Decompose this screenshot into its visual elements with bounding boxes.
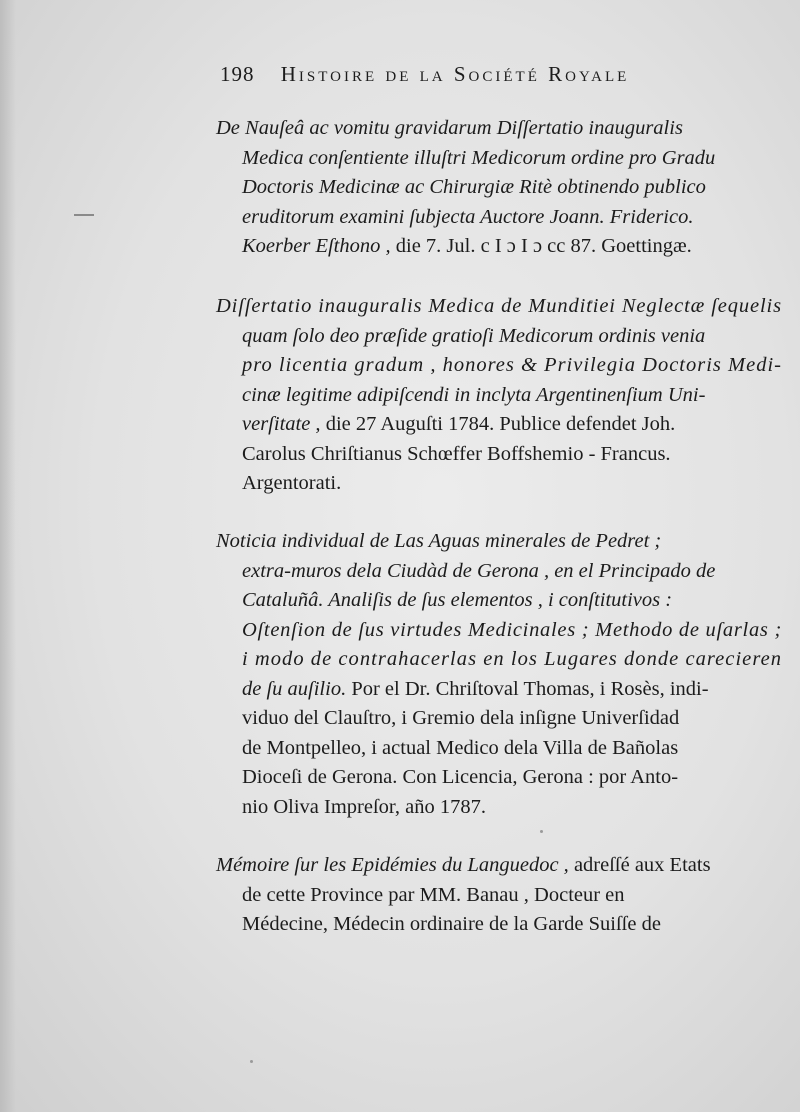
entry-line	[216, 881, 782, 911]
entry-line	[216, 851, 782, 881]
entry-line	[216, 793, 782, 823]
paper-speck	[540, 830, 543, 833]
entry-line-text: De Nauſeâ ac vomitu gravidarum Diſſertatio inauguralis	[216, 117, 683, 139]
entry-line-text: Noticia individual de Las Aguas minerales de Pedret ;	[216, 530, 662, 552]
bibliography-entry	[216, 527, 782, 822]
entry-line	[216, 527, 782, 557]
entry-line	[216, 616, 782, 646]
entry-line	[216, 910, 782, 940]
entry-line	[216, 675, 782, 705]
entry-line	[216, 232, 782, 262]
entry-line-tail: adreſſé aux Etats	[568, 854, 711, 876]
entry-line-text: Argentorati.	[242, 472, 342, 494]
entry-line-text: extra-muros dela Ciudàd de Gerona , en el Principado de	[242, 559, 716, 582]
entry-line	[216, 381, 782, 411]
entry-line	[216, 440, 782, 470]
entry-line-text: viduo del Clauſtro, i Gremio dela inſigne Univerſidad	[242, 707, 680, 729]
entry-line-text: Koerber Eſthono ,	[242, 235, 391, 257]
entry-line	[216, 173, 782, 203]
entry-line-text: eruditorum examini ſubjecta Auctore Joann. Friderico.	[242, 205, 694, 228]
entry-line	[216, 469, 782, 499]
entry-line	[216, 763, 782, 793]
entry-line	[216, 557, 782, 587]
entry-line-text: Mémoire ſur les Epidémies du Languedoc ,	[216, 854, 569, 876]
entry-line	[216, 351, 782, 381]
entry-line-text: Doctoris Medicinæ ac Chirurgiæ Ritè obtinendo publico	[242, 176, 706, 198]
entry-line	[216, 645, 782, 675]
running-title: Histoire de la Société Royale	[280, 62, 630, 86]
bibliography-entry	[216, 292, 782, 499]
entry-line-text: Dioceſi de Gerona. Con Licencia, Gerona : por Anto-	[242, 766, 679, 788]
entry-line	[216, 292, 782, 322]
entry-line-tail: die 27 Auguſti 1784. Publice defendet Joh.	[320, 413, 676, 435]
entry-line	[216, 144, 782, 174]
entry-line-text: de Montpelleo, i actual Medico dela Villa de Bañolas	[242, 736, 679, 759]
entry-line	[216, 734, 782, 764]
margin-mark	[74, 214, 94, 216]
entry-line-text: Carolus Chriſtianus Schœffer Boffshemio - Francus.	[242, 442, 671, 465]
entry-line-text: quam ſolo deo præſide gratioſi Medicorum ordinis venia	[242, 324, 706, 347]
entry-line-text: de ſu auſilio.	[242, 677, 347, 700]
entry-line-text: nio Oliva Impreſor, año 1787.	[242, 795, 486, 818]
entry-line	[216, 410, 782, 440]
entry-line	[216, 203, 782, 233]
entry-line-text: Medica conſentiente illuſtri Medicorum ordine pro Gradu	[242, 146, 716, 169]
entry-line-text: Oſtenſion de ſus virtudes Medicinales ; Methodo de uſarlas ;	[242, 618, 782, 641]
entry-line-text: Diſſertatio inauguralis Medica de Munditiei Neglectæ ſequelis	[216, 295, 782, 317]
entry-line-text: pro licentia gradum , honores & Privilegia Doctoris Medi-	[242, 354, 782, 376]
entry-line-text: verſitate ,	[242, 413, 321, 435]
page-number: 198	[220, 62, 255, 86]
entry-line-text: Cataluñâ. Analiſis de ſus elementos , i conſtitutivos :	[242, 589, 673, 611]
entry-line-tail: Por el Dr. Chriſtoval Thomas, i Rosès, indi-	[346, 677, 709, 700]
paper-speck	[250, 1060, 253, 1063]
entry-line	[216, 114, 782, 144]
entry-line-text: Médecine, Médecin ordinaire de la Garde Suiſſe de	[242, 913, 661, 935]
entry-line	[216, 586, 782, 616]
entry-line-text: cinæ legitime adipiſcendi in inclyta Argentinenſium Uni-	[242, 383, 706, 406]
running-header	[220, 62, 629, 87]
entry-line-text: de cette Province par MM. Banau , Docteur en	[242, 883, 625, 906]
entry-line-text: i modo de contrahacerlas en los Lugares donde carecieren	[242, 648, 783, 670]
entry-line-tail: die 7. Jul. c I ɔ I ɔ cc 87. Goettingæ.	[390, 235, 692, 257]
entry-line	[216, 704, 782, 734]
bibliography-entry	[216, 114, 782, 262]
bibliography-entry	[216, 851, 782, 940]
entry-line	[216, 322, 782, 352]
